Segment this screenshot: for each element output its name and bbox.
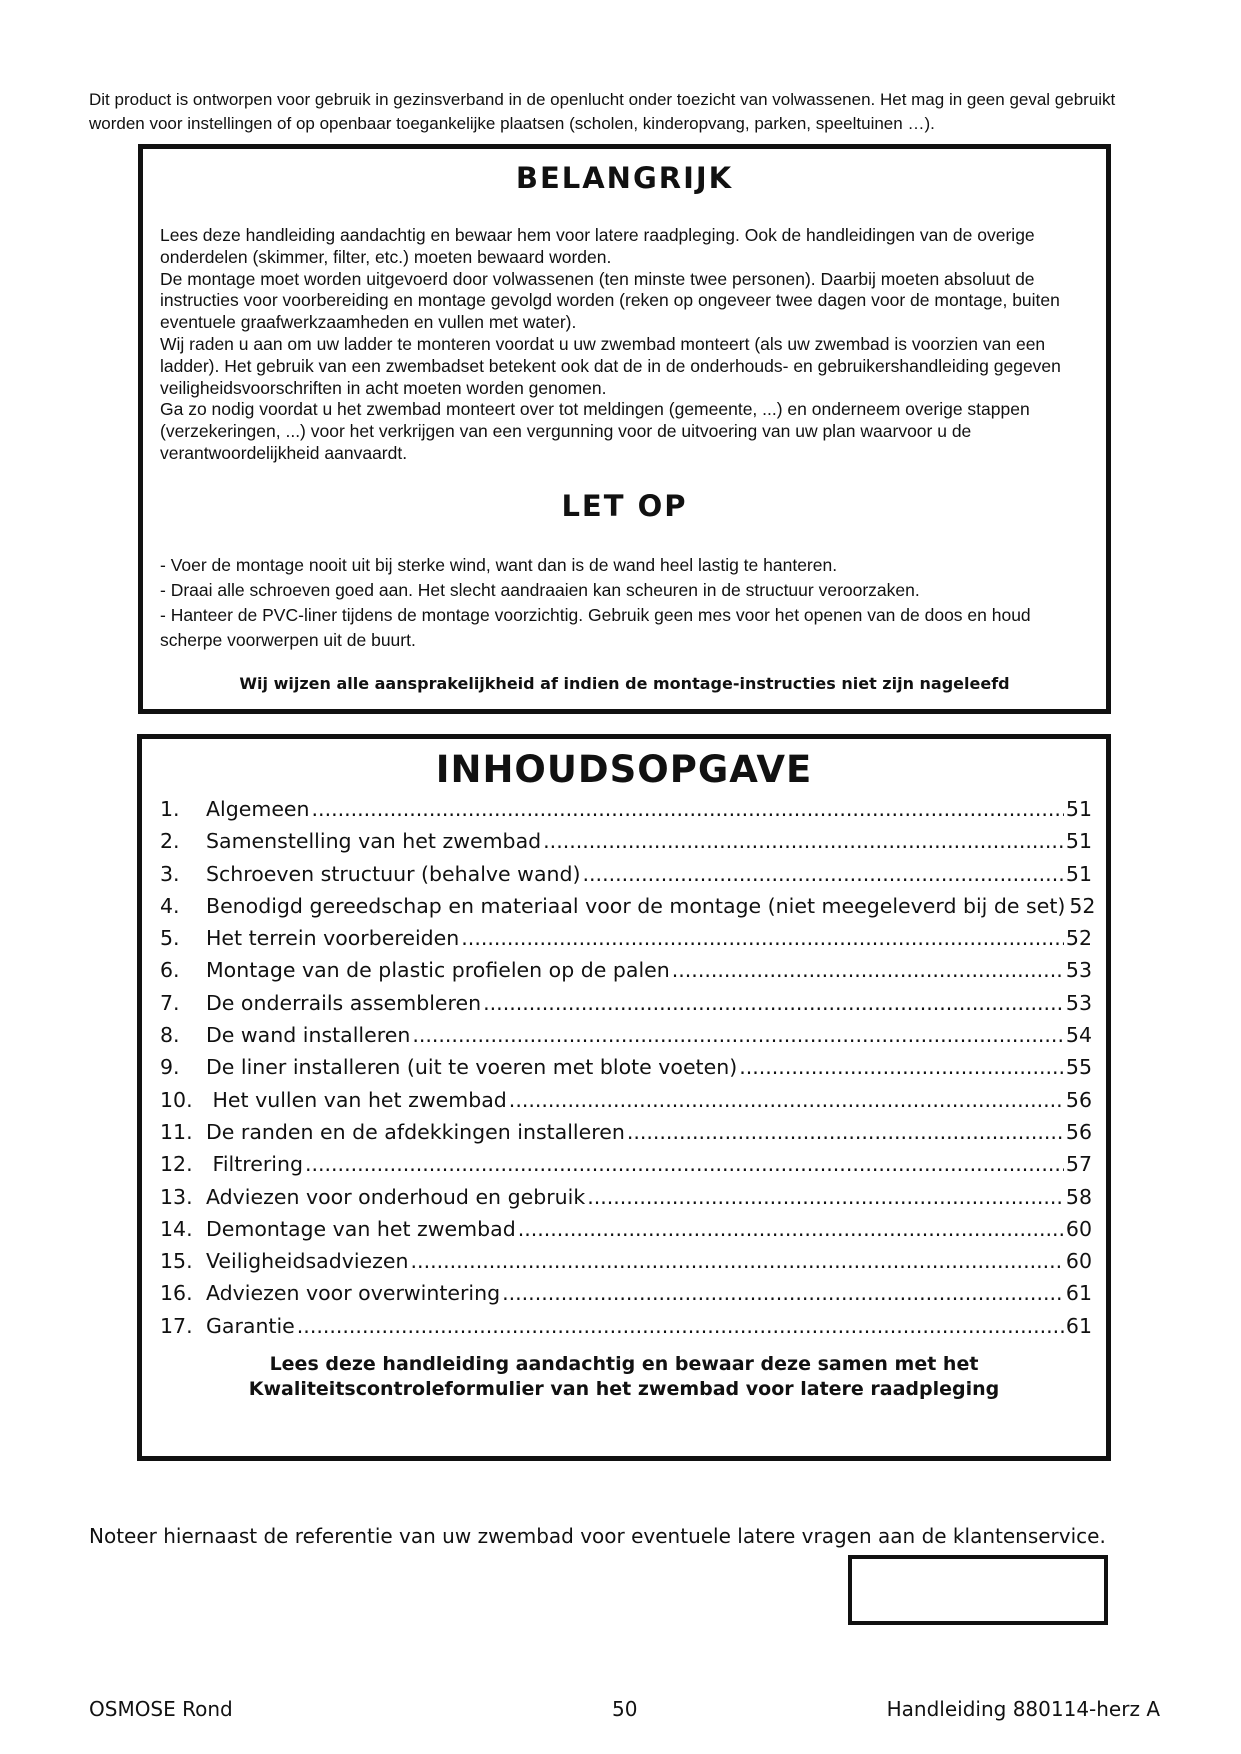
toc-entry-number: 11. <box>160 1119 193 1144</box>
toc-dot-leader <box>412 1023 1064 1047</box>
toc-dot-leader <box>627 1120 1064 1144</box>
toc-entry <box>160 1120 1092 1152</box>
toc-entry <box>160 926 1092 958</box>
reference-field-box <box>848 1555 1108 1625</box>
toc-dot-leader <box>297 1314 1064 1338</box>
toc-entry-label: Samenstelling van het zwembad <box>206 829 542 854</box>
toc-entry-number: 14. <box>160 1216 193 1241</box>
toc-entry-number: 15. <box>160 1249 193 1274</box>
toc-entry <box>160 829 1092 861</box>
let-op-heading: LET OP <box>561 489 688 523</box>
toc-entry-number: 12. <box>160 1152 193 1177</box>
toc-entry-page: 58 <box>1065 1184 1092 1209</box>
important-box <box>138 144 1111 714</box>
toc-entry <box>160 1023 1092 1055</box>
toc-entry <box>160 1055 1092 1087</box>
toc-entry-number: 9. <box>160 1055 180 1080</box>
toc-note-line: Kwaliteitscontroleformulier van het zwembad voor latere raadpleging <box>248 1378 1000 1400</box>
toc-entry-page: 56 <box>1065 1087 1092 1112</box>
toc-entry-page: 60 <box>1065 1249 1092 1274</box>
toc-entry <box>160 991 1092 1023</box>
toc-dot-leader <box>502 1281 1064 1305</box>
toc-entry-number: 3. <box>160 861 180 886</box>
important-heading: BELANGRIJK <box>515 161 734 195</box>
toc-entry-label: De wand installeren <box>206 1023 411 1048</box>
toc-entry-label: Veiligheidsadviezen <box>206 1249 409 1274</box>
toc-entry-page: 51 <box>1065 797 1092 821</box>
toc-entry-number: 2. <box>160 829 180 854</box>
footer-manual-reference: Handleiding 880114-herz A <box>886 1697 1160 1721</box>
toc-entry-label: Het terrein voorbereiden <box>206 926 460 951</box>
toc-entry-label: De liner installeren (uit te voeren met blote voeten) <box>206 1055 738 1080</box>
toc-title: INHOUDSOPGAVE <box>435 748 813 791</box>
toc-entry-label: De randen en de afdekkingen installeren <box>206 1119 625 1144</box>
toc-dot-leader <box>739 1055 1064 1079</box>
toc-entry <box>160 1281 1092 1313</box>
toc-entry-label: Benodigd gereedschap en materiaal voor de montage (niet meegeleverd bij de set) <box>206 893 1066 918</box>
toc-entry-label: Montage van de plastic profielen op de palen <box>206 958 670 983</box>
toc-entry-page: 61 <box>1065 1313 1092 1338</box>
toc-entry <box>160 797 1092 829</box>
toc-entry-page: 53 <box>1065 958 1092 983</box>
toc-entry <box>160 893 1096 926</box>
toc-dot-leader <box>518 1217 1064 1241</box>
intro-text: Dit product is ontworpen voor gebruik in gezinsverband in de openlucht onder toezicht van volwassenen. Het mag in geen geval gebruikt worden voor instellingen of op openbaar toegankelijke plaatsen (scholen, kinderopvang, parken, speeltuinen …). <box>89 90 1116 133</box>
toc-entry-number: 13. <box>160 1184 193 1209</box>
footer-product-name: OSMOSE Rond <box>89 1697 233 1721</box>
toc-entry-number: 8. <box>160 1023 180 1048</box>
let-op-item: - Voer de montage nooit uit bij sterke wind, want dan is de wand heel lastig te hanteren. <box>160 555 838 575</box>
toc-entry-label: Het vullen van het zwembad <box>206 1087 507 1112</box>
important-paragraph: Wij raden u aan om uw ladder te monteren voordat u uw zwembad monteert (als uw zwembad is voorzien van een ladder). Het gebruik van een zwembadset betekent ook dat de in de onderhouds- en gebruikershandleiding gegeven veiligheidsvoorschriften in acht moeten worden genomen. <box>160 333 1061 398</box>
toc-dot-leader <box>583 862 1064 886</box>
toc-entry <box>160 1152 1092 1184</box>
important-paragraph: De montage moet worden uitgevoerd door volwassenen (ten minste twee personen). Daarbij moeten absoluut de instructies voor voorbereiding en montage gevolgd worden (reken op ongeveer twee dagen voor de montage, buiten eventuele graafwerkzaamheden en vullen met water). <box>160 268 1060 333</box>
toc-note <box>142 1352 1106 1402</box>
toc-entry-number: 16. <box>160 1281 193 1306</box>
toc-dot-leader <box>543 829 1064 853</box>
footer-page-number: 50 <box>612 1697 638 1721</box>
toc-entry-number: 1. <box>160 797 180 821</box>
toc-entry-label: Algemeen <box>206 797 310 821</box>
toc-note-line: Lees deze handleiding aandachtig en bewaar deze samen met het <box>269 1353 979 1375</box>
important-text <box>160 225 1092 465</box>
toc-dot-leader <box>587 1185 1064 1209</box>
toc-entry-page: 57 <box>1065 1152 1092 1177</box>
toc-entry-page: 51 <box>1065 861 1092 886</box>
toc-dot-leader <box>305 1152 1064 1176</box>
toc-entry-number: 10. <box>160 1087 193 1112</box>
toc-entry-page: 60 <box>1065 1216 1092 1241</box>
toc-dot-leader <box>509 1088 1064 1112</box>
important-paragraph: Ga zo nodig voordat u het zwembad monteert over tot meldingen (gemeente, ...) en onderneem overige stappen (verzekeringen, ...) voor het verkrijgen van een vergunning voor de uitvoering van uw plan waarvoor u de verantwoordelijkheid aanvaardt. <box>160 399 1030 463</box>
toc-entry-page: 56 <box>1065 1119 1092 1144</box>
toc-entry-label: Adviezen voor overwintering <box>206 1281 501 1306</box>
toc-entry-label: Garantie <box>206 1313 295 1338</box>
toc-dot-leader <box>483 991 1064 1015</box>
toc-entry-number: 7. <box>160 990 180 1015</box>
toc-entry-page: 52 <box>1069 893 1096 918</box>
toc-entry-number: 17. <box>160 1313 193 1338</box>
toc-dot-leader <box>411 1249 1064 1273</box>
reference-instruction: Noteer hiernaast de referentie van uw zwembad voor eventuele latere vragen aan de klantenservice. <box>89 1524 1106 1548</box>
toc-entry-page: 51 <box>1065 829 1092 854</box>
toc-entry-page: 53 <box>1065 990 1092 1015</box>
toc-dot-leader <box>312 797 1064 821</box>
toc-entry <box>160 1314 1092 1346</box>
toc-entry <box>160 1217 1092 1249</box>
toc-entry-label: Demontage van het zwembad <box>206 1216 516 1241</box>
toc-entry <box>160 1185 1092 1217</box>
toc-entry-page: 55 <box>1065 1055 1092 1080</box>
toc-dot-leader <box>461 926 1064 950</box>
toc-entry <box>160 1088 1092 1120</box>
let-op-item: - Hanteer de PVC-liner tijdens de montage voorzichtig. Gebruik geen mes voor het openen van de doos en houd scherpe voorwerpen uit de buurt. <box>160 605 1031 650</box>
toc-entry-label: Schroeven structuur (behalve wand) <box>206 861 581 886</box>
toc-entry <box>160 958 1092 990</box>
toc-entry-number: 6. <box>160 958 180 983</box>
table-of-contents-box <box>137 734 1111 1461</box>
toc-entry-page: 52 <box>1065 926 1092 951</box>
toc-entry-page: 54 <box>1065 1023 1092 1048</box>
toc-entry-number: 4. <box>160 893 180 918</box>
liability-disclaimer: Wij wijzen alle aansprakelijkheid af indien de montage-instructies niet zijn nageleefd <box>239 674 1010 693</box>
important-paragraph: Lees deze handleiding aandachtig en bewaar hem voor latere raadpleging. Ook de handleidingen van de overige onderdelen (skimmer, filter, etc.) moeten bewaard worden. <box>160 225 1035 267</box>
toc-list <box>160 797 1096 1346</box>
toc-dot-leader <box>672 958 1064 982</box>
let-op-item: - Draai alle schroeven goed aan. Het slecht aandraaien kan scheuren in de structuur veroorzaken. <box>160 580 920 600</box>
toc-entry-label: Adviezen voor onderhoud en gebruik <box>206 1184 586 1209</box>
toc-entry-label: Filtrering <box>206 1152 303 1177</box>
toc-entry <box>160 862 1092 894</box>
toc-entry-number: 5. <box>160 926 180 951</box>
toc-entry-label: De onderrails assembleren <box>206 990 482 1015</box>
let-op-list <box>160 553 1092 653</box>
toc-entry-page: 61 <box>1065 1281 1092 1306</box>
toc-entry <box>160 1249 1092 1281</box>
